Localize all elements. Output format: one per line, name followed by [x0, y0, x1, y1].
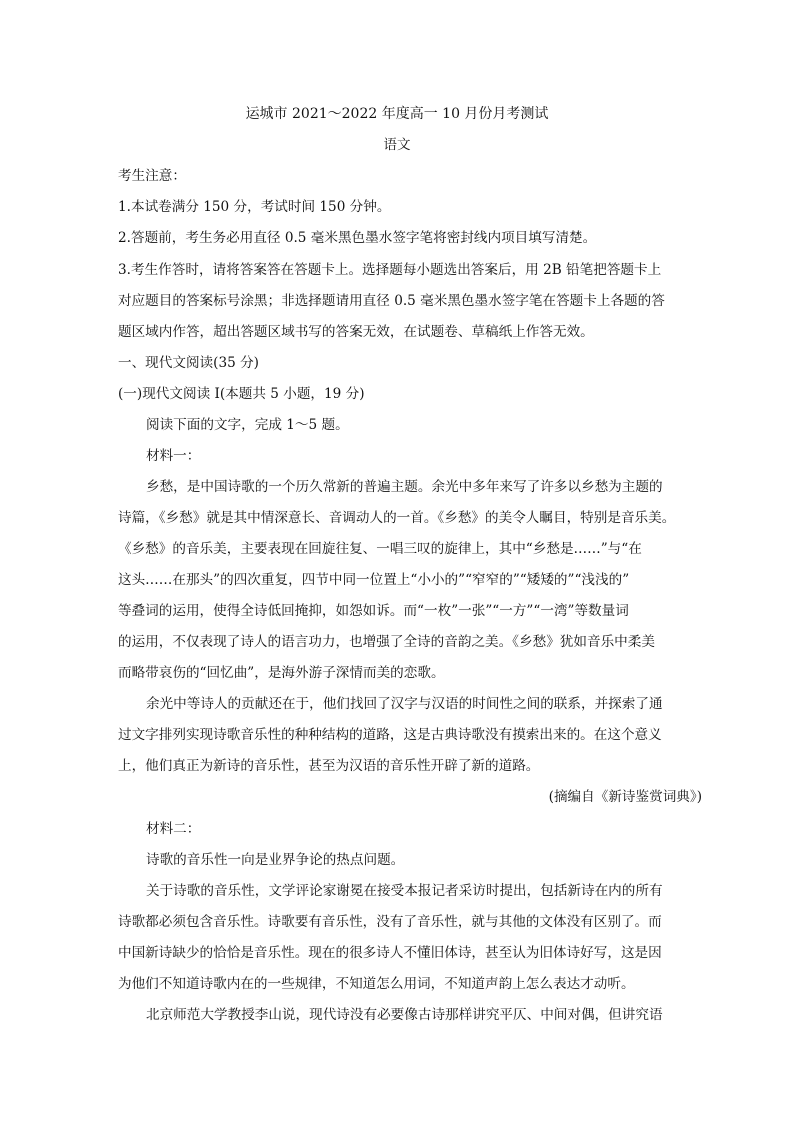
notice-heading: 考生注意：: [118, 168, 186, 184]
paragraph-line: 北京师范大学教授李山说，现代诗没有必要像古诗那样讲究平仄、中间对偶，但讲究语: [146, 1007, 663, 1023]
paragraph-line: 中国新诗缺少的恰恰是音乐性。现在的很多诗人不懂旧体诗，甚至认为旧体诗好写，这是因: [118, 945, 662, 961]
notice-line: 1.本试卷满分 150 分，考试时间 150 分钟。: [118, 199, 391, 215]
reading-instruction: 阅读下面的文字，完成 1～5 题。: [146, 417, 349, 433]
subsection-heading: (一)现代文阅读 I(本题共 5 小题，19 分): [118, 386, 365, 402]
material-label: 材料二：: [146, 821, 201, 837]
paragraph-line: 这头……在那头”的四次重复，四节中同一位置上“小小的”“窄窄的”“矮矮的”“浅浅的”: [118, 572, 630, 588]
paragraph-line: 余光中等诗人的贡献还在于，他们找回了汉字与汉语的时间性之间的联系，并探索了通: [146, 696, 663, 712]
source-citation: (摘编自《新诗鉴赏词典》): [548, 789, 702, 805]
paragraph-line: 关于诗歌的音乐性，文学评论家谢冕在接受本报记者采访时提出，包括新诗在内的所有: [146, 883, 663, 899]
paragraph-line: 诗歌的音乐性一向是业界争论的热点问题。: [146, 852, 405, 868]
paragraph-line: 等叠词的运用，使得全诗低回掩抑，如怨如诉。而“一枚”一张”“一方”“一湾”等数量词: [118, 603, 629, 619]
subject-title: 语文: [383, 137, 411, 153]
paragraph-line: 诗歌都必须包含音乐性。诗歌要有音乐性，没有了音乐性，就与其他的文体没有区别了。而: [118, 914, 662, 930]
paragraph-line: 乡愁，是中国诗歌的一个历久常新的普遍主题。余光中多年来写了许多以乡愁为主题的: [146, 479, 663, 495]
exam-title: 运城市 2021～2022 年度高一 10 月份月考测试: [245, 106, 549, 122]
paragraph-line: 《乡愁》的音乐美，主要表现在回旋往复、一唱三叹的旋律上，其中“乡愁是……”与“在: [118, 541, 642, 557]
notice-line: 题区域内作答，超出答题区域书写的答案无效，在试题卷、草稿纸上作答无效。: [118, 324, 594, 340]
notice-line: 2.答题前，考生务必用直径 0.5 毫米黑色墨水签字笔将密封线内项目填写清楚。: [118, 230, 597, 246]
notice-line: 3.考生作答时，请将答案答在答题卡上。选择题每小题选出答案后，用 2B 铅笔把答题卡上: [118, 262, 662, 278]
section-heading: 一、现代文阅读(35 分): [118, 355, 259, 371]
paragraph-line: 诗篇，《乡愁》就是其中情深意长、音调动人的一首。《乡愁》的美令人瞩目，特别是音乐美。: [118, 510, 676, 526]
paragraph-line: 的运用，不仅表现了诗人的语言功力，也增强了全诗的音韵之美。《乡愁》犹如音乐中柔美: [118, 634, 655, 650]
paragraph-line: 过文字排列实现诗歌音乐性的种种结构的道路，这是古典诗歌没有摸索出来的。在这个意义: [118, 727, 662, 743]
paragraph-line: 而略带哀伤的“回忆曲”，是海外游子深情而美的恋歌。: [118, 665, 445, 681]
material-label: 材料一：: [146, 448, 201, 464]
paragraph-line: 为他们不知道诗歌内在的一些规律，不知道怎么用词，不知道声韵上怎么表达才动听。: [118, 976, 635, 992]
paragraph-line: 上，他们真正为新诗的音乐性，甚至为汉语的音乐性开辟了新的道路。: [118, 758, 540, 774]
notice-line: 对应题目的答案标号涂黑；非选择题请用直径 0.5 毫米黑色墨水签字笔在答题卡上各题的答: [118, 293, 665, 309]
